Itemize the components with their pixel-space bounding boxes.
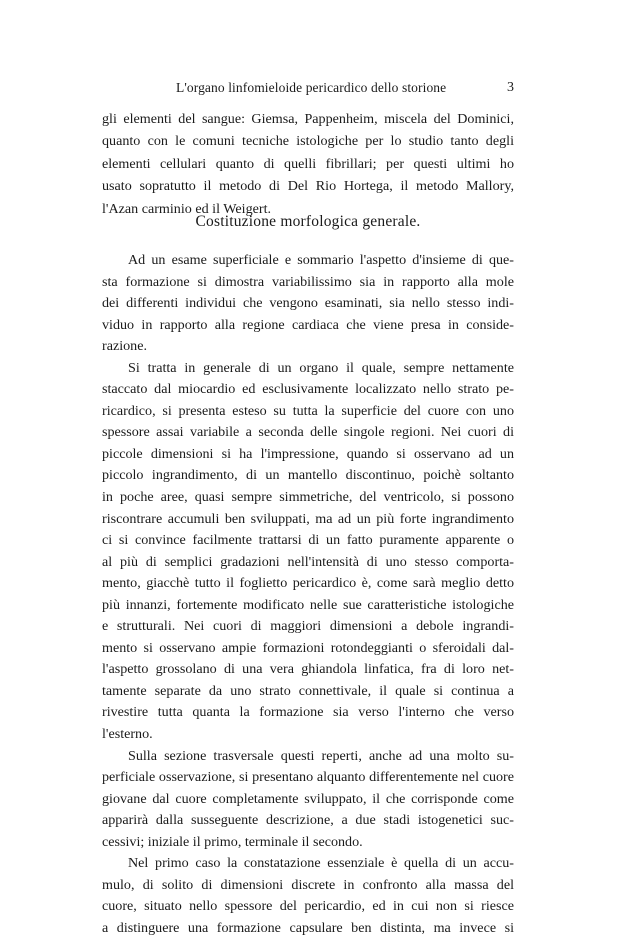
text-line: ricardico, si presenta esteso su tutta la superficie del cuore con uno [102, 402, 514, 419]
text-line: ci si convince facilmente trattarsi di un fatto puramente apparente o [102, 532, 514, 549]
text-line: Si tratta in generale di un organo il quale, sempre nettamente [128, 359, 514, 376]
text-line: Nel primo caso la constatazione essenziale è quella di un accu- [128, 855, 514, 872]
text-line: perficiale osservazione, si presentano alquanto differentemente nel cuore [102, 769, 514, 786]
running-head [102, 80, 514, 100]
running-head-title: L'organo linfomieloide pericardico dello storione [176, 80, 447, 95]
text-line: Sulla sezione trasversale questi reperti, anche ad una molto su- [128, 747, 514, 764]
text-line: tamente separate da uno strato connettivale, il quale si continua a [102, 682, 514, 699]
text-line: staccato dal miocardio ed esclusivamente localizzato nello strato pe- [102, 381, 514, 398]
text-line: l'esterno. [102, 726, 153, 743]
text-line: riscontrare accumuli ben sviluppati, ma ad un più forte ingrandimento [102, 510, 514, 527]
text-line: razione. [102, 338, 147, 355]
text-line: più innanzi, fortemente modificato nelle sue caratteristiche istologiche [102, 596, 514, 613]
text-line: quanto con le comuni tecniche istologiche per lo studio tanto degli [102, 133, 514, 150]
text-line: a distinguere una formazione capsulare ben distinta, ma invece si [102, 919, 514, 936]
text-line: l'aspetto grossolano di una vera ghiandola linfatica, fra di loro net- [102, 661, 514, 678]
text-line: rivestire tutta quanta la formazione sia verso l'interno che verso [102, 704, 514, 721]
text-line: Ad un esame superficiale e sommario l'aspetto d'insieme di que- [128, 252, 514, 268]
text-line: mento, giacchè tutto il foglietto pericardico è, come sarà meglio detto [102, 575, 514, 592]
intro-paragraph [102, 108, 514, 220]
section-heading: Costituzione morfologica generale. [195, 213, 421, 230]
text-line: giovane dal cuore completamente sviluppato, il che corrisponde come [102, 790, 514, 807]
text-line: mento si osservano ampie formazioni rotondeggianti o sferoidali dal- [102, 639, 514, 656]
section-body [102, 250, 514, 940]
text-line: l'Azan carminio ed il Weigert. [102, 200, 272, 217]
text-line: apparirà dalla susseguente descrizione, a due stadi istogenetici suc- [102, 812, 514, 829]
text-line: al più di semplici gradazioni nell'intensità di uno stesso comporta- [102, 553, 514, 570]
text-line: sta formazione si dimostra variabilissimo sia in rapporto alla mole [102, 273, 514, 290]
text-line: dei differenti individui che vengono esaminati, sia nello stesso indi- [102, 295, 514, 312]
text-line: cessivi; iniziale il primo, terminale il secondo. [102, 833, 363, 850]
text-line: in poche aree, quasi sempre simmetriche, del ventricolo, si possono [102, 489, 514, 506]
text-line: gli elementi del sangue: Giemsa, Pappenheim, miscela del Dominici, [102, 111, 514, 127]
text-line: piccole dimensioni si ha l'impressione, quando si osservano ad un [102, 445, 514, 462]
text-line: mulo, di solito di dimensioni discrete in confronto alla massa del [102, 876, 514, 893]
text-line: cuore, situato nello spessore del pericardio, ed in cui non si riesce [102, 898, 514, 915]
text-line: usato sopratutto il metodo di Del Rio Hortega, il metodo Mallory, [102, 178, 514, 195]
text-line: elementi cellulari quanto di quelli fibrillari; per questi ultimi ho [102, 155, 514, 172]
page-number: 3 [507, 80, 514, 95]
text-line: viduo in rapporto alla regione cardiaca che viene presa in conside- [102, 316, 514, 333]
text-line: e strutturali. Nei cuori di maggiori dimensioni a debole ingrandi- [102, 618, 514, 635]
text-line: piccolo ingrandimento, di un mantello discontinuo, poichè soltanto [102, 467, 514, 484]
text-line: spessore assai variabile a seconda delle singole regioni. Nei cuori di [102, 424, 514, 441]
